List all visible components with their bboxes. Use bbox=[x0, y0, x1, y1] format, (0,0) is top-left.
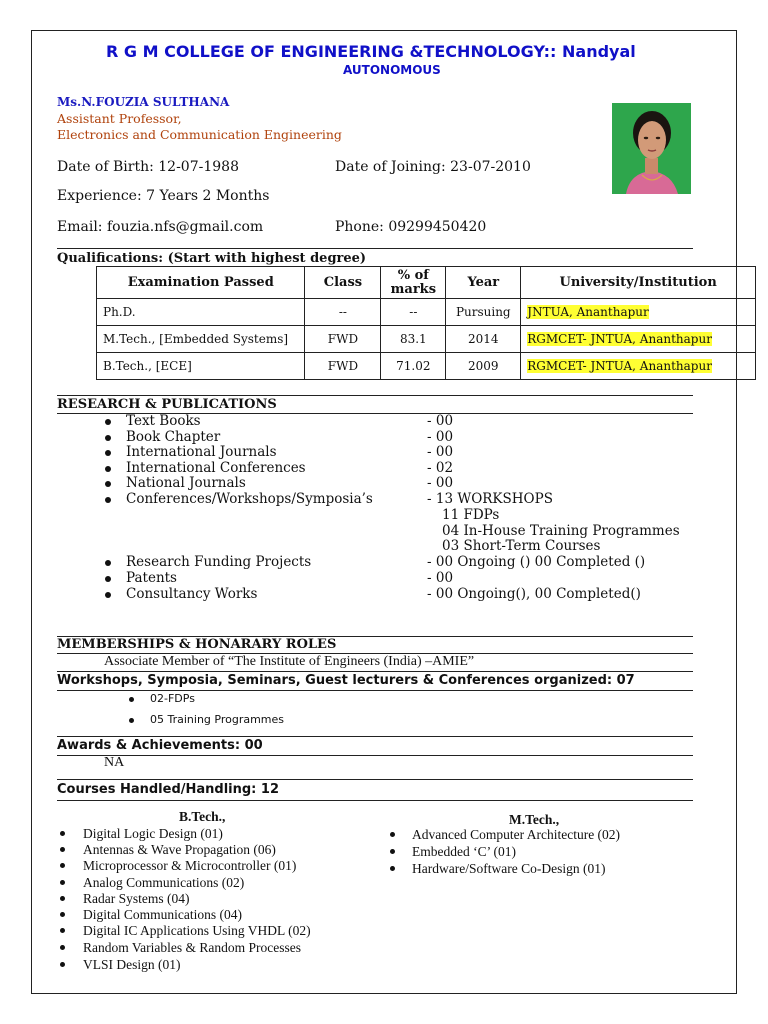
col-header: % of marks bbox=[381, 267, 446, 299]
research-value: - 00 bbox=[427, 475, 454, 491]
year-cell: 2014 bbox=[446, 326, 521, 353]
research-label: International Journals bbox=[126, 444, 277, 460]
date-of-joining: Date of Joining: 23-07-2010 bbox=[335, 159, 531, 175]
marks-cell: 71.02 bbox=[381, 353, 446, 380]
university-text: RGMCET- JNTUA, Ananthapur bbox=[527, 332, 712, 346]
table-row bbox=[97, 353, 756, 380]
course-item: Antennas & Wave Propagation (06) bbox=[83, 842, 276, 857]
awards-heading: Awards & Achievements: 00 bbox=[57, 738, 263, 753]
bullet bbox=[105, 466, 111, 472]
col-header: Class bbox=[305, 267, 381, 299]
bullet bbox=[60, 962, 65, 967]
experience: Experience: 7 Years 2 Months bbox=[57, 188, 270, 204]
college-title: R G M COLLEGE OF ENGINEERING &TECHNOLOGY:: Nandyal bbox=[106, 42, 636, 61]
bullet bbox=[129, 697, 134, 702]
university-cell bbox=[521, 299, 756, 326]
class-cell: FWD bbox=[305, 326, 381, 353]
marks-cell: -- bbox=[381, 299, 446, 326]
qualifications-table bbox=[96, 266, 756, 380]
bullet bbox=[105, 592, 111, 598]
table-header-row bbox=[97, 267, 756, 299]
course-item: Advanced Computer Architecture (02) bbox=[412, 827, 621, 842]
btech-title: B.Tech., bbox=[179, 809, 226, 824]
research-value: - 00 bbox=[427, 444, 454, 460]
research-value-extra: 04 In-House Training Programmes bbox=[442, 523, 680, 539]
research-value: - 00 Ongoing () 00 Completed () bbox=[427, 554, 646, 570]
email: Email: fouzia.nfs@gmail.com bbox=[57, 219, 264, 235]
faculty-name: Ms.N.FOUZIA SULTHANA bbox=[57, 95, 230, 109]
class-cell: -- bbox=[305, 299, 381, 326]
profile-photo bbox=[612, 103, 691, 194]
course-item: VLSI Design (01) bbox=[83, 957, 181, 972]
bullet bbox=[60, 831, 65, 836]
research-value-extra: 03 Short-Term Courses bbox=[442, 538, 601, 554]
bullet bbox=[105, 560, 111, 566]
bullet bbox=[105, 497, 111, 503]
organized-item: 02-FDPs bbox=[150, 692, 195, 705]
divider bbox=[57, 755, 693, 756]
research-label: National Journals bbox=[126, 475, 246, 491]
divider bbox=[57, 800, 693, 801]
bullet bbox=[60, 896, 65, 901]
research-value: - 13 WORKSHOPS bbox=[427, 491, 553, 507]
memberships-heading: MEMBERSHIPS & HONARARY ROLES bbox=[57, 637, 337, 652]
university-cell bbox=[521, 326, 756, 353]
research-value: - 00 bbox=[427, 413, 454, 429]
bullet bbox=[390, 866, 395, 871]
date-of-birth: Date of Birth: 12-07-1988 bbox=[57, 159, 239, 175]
course-item: Microprocessor & Microcontroller (01) bbox=[83, 858, 297, 873]
bullet bbox=[105, 450, 111, 456]
organized-item: 05 Training Programmes bbox=[150, 713, 285, 726]
organized-heading: Workshops, Symposia, Seminars, Guest lecturers & Conferences organized: 07 bbox=[57, 673, 635, 688]
bullet bbox=[105, 435, 111, 441]
bullet bbox=[60, 912, 65, 917]
research-label: Patents bbox=[126, 570, 177, 586]
research-heading: RESEARCH & PUBLICATIONS bbox=[57, 397, 277, 412]
research-label: International Conferences bbox=[126, 460, 306, 476]
course-item: Radar Systems (04) bbox=[83, 891, 190, 906]
course-item: Hardware/Software Co-Design (01) bbox=[412, 861, 606, 876]
divider bbox=[57, 779, 693, 780]
bullet bbox=[390, 849, 395, 854]
research-value-extra: 11 FDPs bbox=[442, 507, 500, 523]
mtech-title: M.Tech., bbox=[509, 812, 560, 827]
divider bbox=[57, 671, 693, 672]
research-value: - 00 Ongoing(), 00 Completed() bbox=[427, 586, 641, 602]
research-label: Research Funding Projects bbox=[126, 554, 312, 570]
awards-text: NA bbox=[104, 755, 125, 770]
courses-heading: Courses Handled/Handling: 12 bbox=[57, 782, 279, 797]
research-value: - 00 bbox=[427, 429, 454, 445]
department: Electronics and Communication Engineering bbox=[57, 127, 342, 142]
course-item: Embedded ‘C’ (01) bbox=[412, 844, 516, 859]
bullet bbox=[60, 945, 65, 950]
course-item: Random Variables & Random Processes bbox=[83, 940, 301, 955]
bullet bbox=[105, 481, 111, 487]
bullet bbox=[60, 863, 65, 868]
university-text: RGMCET- JNTUA, Ananthapur bbox=[527, 359, 712, 373]
divider bbox=[57, 248, 693, 249]
bullet bbox=[60, 928, 65, 933]
divider bbox=[57, 395, 693, 396]
bullet bbox=[129, 718, 134, 723]
year-cell: Pursuing bbox=[446, 299, 521, 326]
exam-cell: M.Tech., [Embedded Systems] bbox=[97, 326, 305, 353]
research-value: - 00 bbox=[427, 570, 454, 586]
col-header: Examination Passed bbox=[97, 267, 305, 299]
research-value: - 02 bbox=[427, 460, 454, 476]
bullet bbox=[60, 880, 65, 885]
course-item: Digital Communications (04) bbox=[83, 907, 242, 922]
course-item: Digital IC Applications Using VHDL (02) bbox=[83, 923, 311, 938]
college-status: AUTONOMOUS bbox=[343, 63, 441, 77]
bullet bbox=[105, 576, 111, 582]
bullet bbox=[60, 847, 65, 852]
membership-text: Associate Member of “The Institute of Engineers (India) –AMIE” bbox=[104, 654, 475, 669]
research-label: Conferences/Workshops/Symposia’s bbox=[126, 491, 373, 507]
research-label: Book Chapter bbox=[126, 429, 221, 445]
course-item: Digital Logic Design (01) bbox=[83, 826, 223, 841]
research-label: Text Books bbox=[126, 413, 201, 429]
col-header: University/Institution bbox=[521, 267, 756, 299]
exam-cell: Ph.D. bbox=[97, 299, 305, 326]
marks-cell: 83.1 bbox=[381, 326, 446, 353]
table-row bbox=[97, 299, 756, 326]
class-cell: FWD bbox=[305, 353, 381, 380]
divider bbox=[57, 690, 693, 691]
bullet bbox=[390, 832, 395, 837]
university-text: JNTUA, Ananthapur bbox=[527, 305, 649, 319]
research-label: Consultancy Works bbox=[126, 586, 258, 602]
bullet bbox=[105, 419, 111, 425]
course-item: Analog Communications (02) bbox=[83, 875, 245, 890]
qualifications-heading: Qualifications: (Start with highest degree) bbox=[57, 251, 367, 266]
designation: Assistant Professor, bbox=[57, 111, 182, 126]
divider bbox=[57, 736, 693, 737]
year-cell: 2009 bbox=[446, 353, 521, 380]
exam-cell: B.Tech., [ECE] bbox=[97, 353, 305, 380]
col-header: Year bbox=[446, 267, 521, 299]
phone: Phone: 09299450420 bbox=[335, 219, 487, 235]
university-cell bbox=[521, 353, 756, 380]
table-row bbox=[97, 326, 756, 353]
